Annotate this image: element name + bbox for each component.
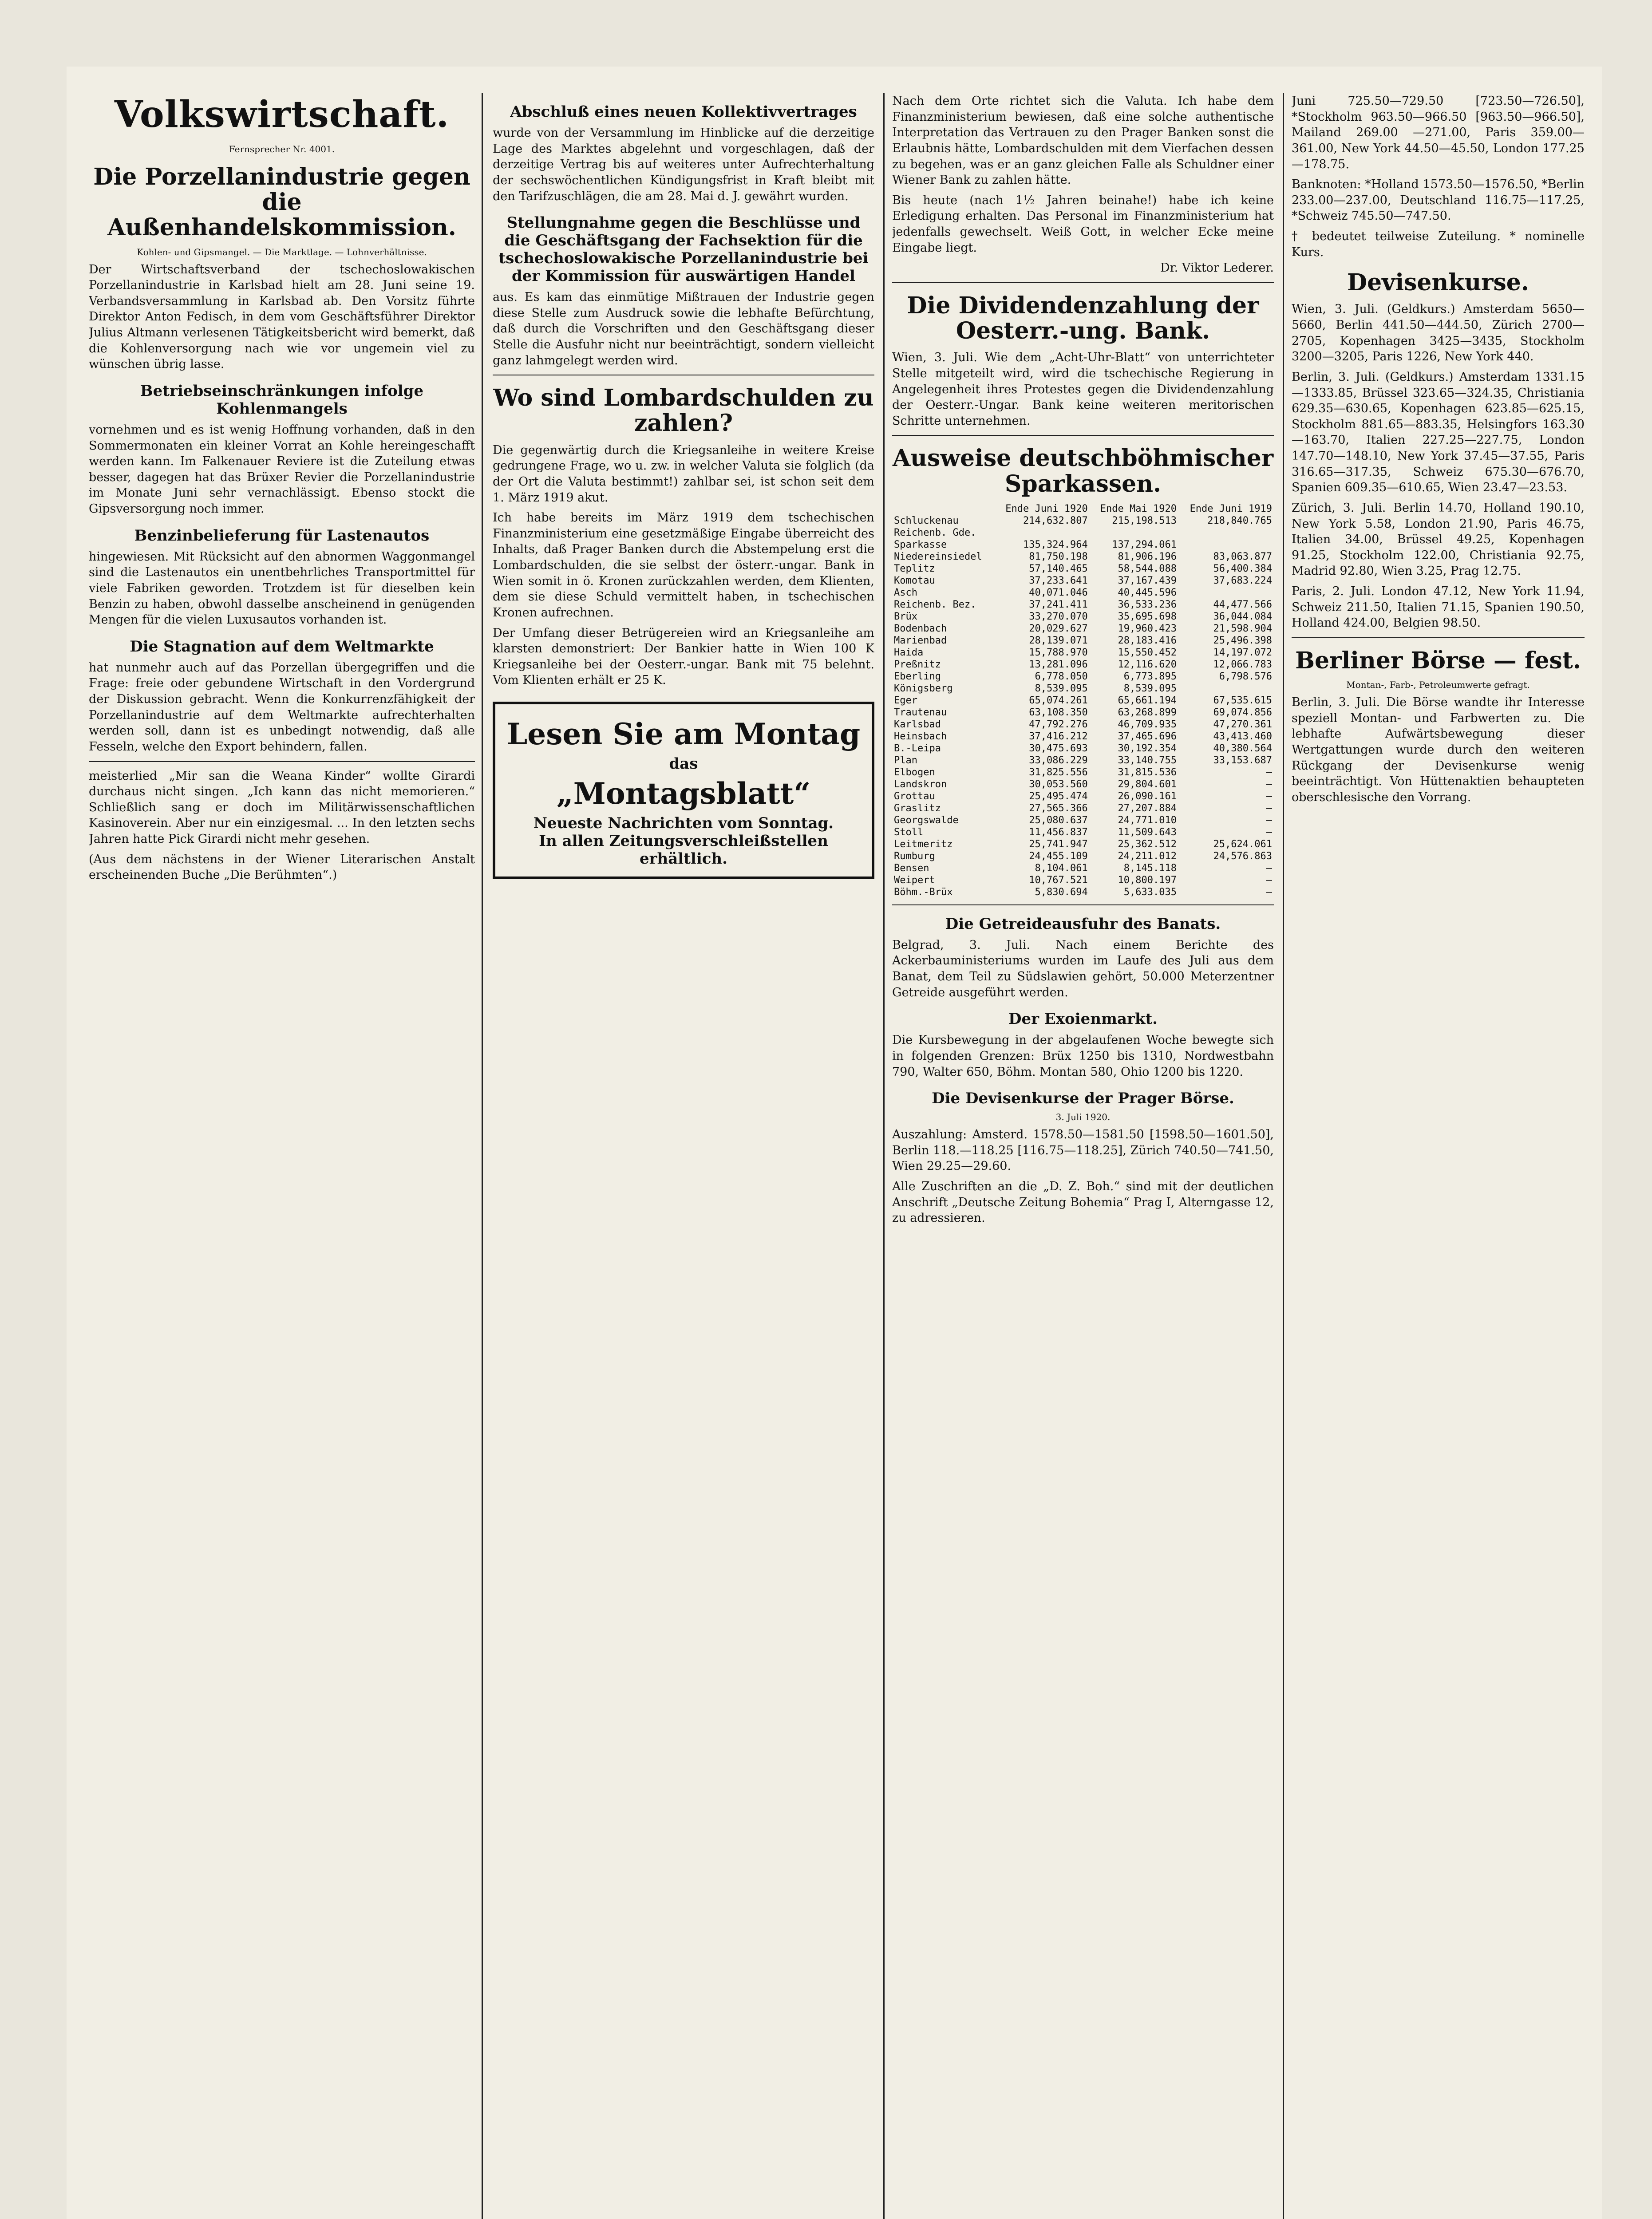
table-cell: 37,465.696	[1118, 730, 1177, 742]
table-cell: Bensen	[894, 862, 929, 874]
table-header-cell: Ende Mai 1920	[1100, 503, 1177, 514]
divider	[1292, 637, 1585, 638]
table-cell: Brüx	[894, 611, 917, 622]
table-header-cell: Ende Juni 1920	[1005, 503, 1088, 514]
table-cell: 35,695.698	[1118, 611, 1177, 622]
column-rule	[482, 93, 483, 2219]
footer-note: (Aus dem nächstens in der Wiener Literarischen Anstalt erscheinenden Buche „Die Berühmten“.)	[89, 852, 475, 882]
table-cell: 43,413.460	[1213, 730, 1272, 742]
ad-line: das	[669, 755, 698, 773]
column-rule	[883, 93, 885, 2219]
table-cell: 25,495.474	[1029, 790, 1088, 802]
subheading: Die Getreideausfuhr des Banats.	[945, 915, 1221, 933]
table-cell: Grottau	[894, 790, 935, 802]
table-cell: 37,167.439	[1118, 575, 1177, 586]
paragraph: Bis heute (nach 1½ Jahren beinahe!) habe ich keine Erledigung erhalten. Das Personal im Finanzministerium hat jedenfalls gewechselt. Weiß Gott, in welcher Ecke meine Eingabe liegt.	[892, 193, 1274, 255]
table-cell: 25,496.398	[1213, 635, 1272, 646]
table-cell: 63,108.350	[1029, 707, 1088, 718]
paragraph: Zürich, 3. Juli. Berlin 14.70, Holland 190.10, New York 5.58, London 21.90, Paris 46.75, Italien 34.00, Brüssel 49.25, Kopenhagen 91.25, Stockholm 122.00, Christiania 92.75, Madrid 92.80, Wien 3.25, Prag 12.75.	[1292, 501, 1585, 578]
table-cell	[994, 527, 1090, 539]
table-cell: 25,080.637	[1029, 814, 1088, 826]
subheading: Der Exoienmarkt.	[1008, 1010, 1158, 1028]
signature: Dr. Viktor Lederer.	[1160, 261, 1274, 275]
table-cell: Sparkasse	[894, 539, 947, 550]
paragraph: Belgrad, 3. Juli. Nach einem Berichte des Ackerbauministeriums wurden im Laufe des Juli aus dem Banat, dem Teil zu Südslawien gehört, 50.000 Meterzentner Getreide ausgeführt werden.	[892, 938, 1274, 999]
paragraph: Der Umfang dieser Betrügereien wird an Kriegsanleihe am klarsten demonstriert: Der Bankier hatte in Wien 100 K Kriegsanleihe bei der Oesterr.-ungar. Bank mit 75 belehnt. Vom Klienten erhält er 25 K.	[493, 626, 874, 687]
table-header-cell	[892, 503, 994, 515]
table-cell: 30,192.354	[1118, 742, 1177, 754]
table-cell: 27,565.366	[1029, 802, 1088, 814]
table-cell: 24,211.012	[1118, 850, 1177, 862]
table-cell: 135,324.964	[1023, 539, 1088, 550]
ad-line: In allen Zeitungsverschleißstellen erhältlich.	[539, 832, 828, 868]
subheading: Die Devisenkurse der Prager Börse.	[932, 1090, 1234, 1108]
table-cell: 10,800.197	[1118, 874, 1177, 886]
table-cell: 33,086.229	[1029, 754, 1088, 766]
table-cell: 65,661.194	[1118, 695, 1177, 706]
subheading: Abschluß eines neuen Kollektivvertrages	[510, 103, 857, 121]
table-cell	[1178, 539, 1274, 551]
table-cell: —	[1266, 886, 1272, 898]
table-row	[892, 539, 1274, 551]
table-row	[892, 515, 1274, 527]
table-cell: Plan	[894, 754, 917, 766]
subheading: Betriebseinschränkungen infolge Kohlenmangels	[140, 382, 424, 418]
article-headline: Ausweise deutschböhmischer Sparkassen.	[892, 445, 1274, 497]
table-cell: —	[1266, 862, 1272, 874]
divider	[892, 282, 1274, 283]
table-row	[892, 599, 1274, 611]
table-cell: Marienbad	[894, 635, 947, 646]
table-cell: Böhm.-Brüx	[894, 886, 953, 898]
paragraph: aus. Es kam das einmütige Mißtrauen der Industrie gegen diese Stelle zum Ausdruck sowie die lebhafte Befürchtung, daß durch die Vorschriften und den Geschäftsgang dieser Stelle die Ausfuhr nicht nur beeinträchtigt, sondern vielleicht ganz lahmgelegt werden wird.	[493, 290, 874, 367]
table-cell: 28,183.416	[1118, 635, 1177, 646]
table-cell: 12,066.783	[1213, 659, 1272, 670]
table-cell: —	[1266, 874, 1272, 886]
table-row	[892, 778, 1274, 790]
paragraph: Ich habe bereits im März 1919 dem tschechischen Finanzministerium eine gesetzmäßige Eingabe überreicht des Inhalts, daß Prager Banken durch die Abstempelung erst die Lombardschulden, die sie selbst der österr.-ungar. Bank in Wien somit in ö. Kronen zurückzahlen werden, dem Klienten, dem sie diese Schuld vermittelt haben, in tschechischen Kronen aufrechnen.	[493, 511, 874, 620]
table-cell: 37,241.411	[1029, 599, 1088, 610]
table-cell: 6,773.895	[1123, 671, 1177, 682]
paragraph: Wien, 3. Juli. (Geldkurs.) Amsterdam 5650—5660, Berlin 441.50—444.50, Zürich 2700—2705, Kopenhagen 3425—3435, Stockholm 3200—3205, Paris 1226, New York 440.	[1292, 302, 1585, 364]
table-row	[892, 551, 1274, 563]
paragraph: Die Kursbewegung in der abgelaufenen Woche bewegte sich in folgenden Grenzen: Brüx 1250 bis 1310, Nordwestbahn 790, Walter 650, Böhm. Montan 580, Ohio 1200 bis 1220.	[892, 1033, 1274, 1079]
table-cell: 65,074.261	[1029, 695, 1088, 706]
table-cell: 218,840.765	[1207, 515, 1272, 526]
table-cell	[1178, 683, 1274, 695]
table-cell: —	[1266, 826, 1272, 838]
table-cell: 47,792.276	[1029, 719, 1088, 730]
table-cell: —	[1266, 814, 1272, 826]
table-cell: Leitmeritz	[894, 838, 953, 850]
table-cell: 36,044.084	[1213, 611, 1272, 622]
table-cell: 47,270.361	[1213, 719, 1272, 730]
table-cell: 24,576.863	[1213, 850, 1272, 862]
table-cell: 30,053.560	[1029, 778, 1088, 790]
table-header-row	[892, 503, 1274, 515]
table-cell	[1178, 527, 1274, 539]
column-3	[892, 93, 1274, 2219]
table-row	[892, 719, 1274, 730]
table-cell: 6,798.576	[1219, 671, 1272, 682]
table-cell	[1178, 587, 1274, 599]
table-cell: Haida	[894, 647, 924, 658]
table-cell: 24,771.010	[1118, 814, 1177, 826]
paragraph: Auszahlung: Amsterd. 1578.50—1581.50 [1598.50—1601.50], Berlin 118.—118.25 [116.75—118.25], Zürich 740.50—741.50, Wien 29.25—29.60.	[892, 1128, 1274, 1173]
table-cell: 83,063.877	[1213, 551, 1272, 562]
divider	[892, 904, 1274, 905]
table-cell: 214,632.807	[1023, 515, 1088, 526]
ad-line: Neueste Nachrichten vom Sonntag.	[533, 814, 834, 832]
table-cell: Graslitz	[894, 802, 941, 814]
table-cell: 8,104.061	[1035, 862, 1088, 874]
table-cell: 8,539.095	[1123, 683, 1177, 694]
table-row	[892, 647, 1274, 659]
table-cell: Niedereinsiedel	[894, 551, 982, 562]
table-cell: 81,906.196	[1118, 551, 1177, 562]
paragraph: Wien, 3. Juli. Wie dem „Acht-Uhr-Blatt“ von unterrichteter Stelle mitgeteilt wird, wird die tschechische Regierung in Angelegenheit ihres Protestes gegen die Dividendenzahlung der Oesterr.-Ungar. Bank keine weiteren meritorischen Schritte unternehmen.	[892, 351, 1274, 428]
article-headline: Wo sind Lombardschulden zu zahlen?	[493, 384, 874, 437]
table-cell: Eberling	[894, 671, 941, 682]
table-row	[892, 790, 1274, 802]
ad-line: Lesen Sie am Montag	[506, 717, 861, 751]
subheading: Benzinbelieferung für Lastenautos	[134, 526, 430, 545]
table-cell: 27,207.884	[1118, 802, 1177, 814]
table-cell: B.-Leipa	[894, 742, 941, 754]
table-cell: Georgswalde	[894, 814, 959, 826]
table-cell: 15,550.452	[1118, 647, 1177, 658]
table-cell: 44,477.566	[1213, 599, 1272, 610]
table-cell: —	[1266, 790, 1272, 802]
phone-line: Fernsprecher Nr. 4001.	[229, 144, 335, 154]
table-cell: 33,140.755	[1118, 754, 1177, 766]
table-row	[892, 611, 1274, 623]
paragraph: Juni 725.50—729.50 [723.50—726.50], *Stockholm 963.50—966.50 [963.50—966.50], Mailand 269.00 —271.00, Paris 359.00—361.00, New York 44.50—45.50, London 177.25—178.75.	[1292, 94, 1585, 171]
table-cell: Schluckenau	[894, 515, 959, 526]
paragraph: Paris, 2. Juli. London 47.12, New York 11.94, Schweiz 211.50, Italien 71.15, Spanien 190.50, Holland 424.00, Belgien 98.50.	[1292, 584, 1585, 630]
table-cell: 57,140.465	[1029, 563, 1088, 574]
subheading: Stellungnahme gegen die Beschlüsse und die Geschäftsgang der Fachsektion für die tschechoslowakische Porzellanindustrie bei der Kommission für auswärtigen Handel	[498, 214, 869, 285]
table-row	[892, 862, 1274, 874]
table-row	[892, 527, 1274, 539]
table-row	[892, 802, 1274, 814]
table-cell: 19,960.423	[1118, 623, 1177, 634]
article-headline: Die Porzellanindustrie gegen die Außenhandelskommission.	[93, 163, 470, 241]
table-row	[892, 742, 1274, 754]
table-cell: 21,598.904	[1213, 623, 1272, 634]
table-row	[892, 850, 1274, 862]
table-cell: 40,380.564	[1213, 742, 1272, 754]
paragraph: hingewiesen. Mit Rücksicht auf den abnormen Waggonmangel sind die Lastenautos ein unentbehrliches Transportmittel für viele Fabriken geworden. Trotzdem ist für dieselben kein Benzin zu haben, obwohl dasselbe anscheinend in genügenden Mengen für die vielen Luxusautos vorhanden ist.	[89, 549, 475, 627]
table-cell: 67,535.615	[1213, 695, 1272, 706]
table-cell: 8,539.095	[1035, 683, 1088, 694]
table-cell: —	[1266, 766, 1272, 778]
table-header-cell: Ende Juni 1919	[1190, 503, 1272, 514]
table-row	[892, 814, 1274, 826]
table-row	[892, 838, 1274, 850]
table-cell: 37,683.224	[1213, 575, 1272, 586]
table-cell: 20,029.627	[1029, 623, 1088, 634]
paragraph: Nach dem Orte richtet sich die Valuta. Ich habe dem Finanzministerium bewiesen, daß eine solche authentische Interpretation das Vertrauen zu den Prager Banken sonst die Erlaubnis hätte, Lombardschulden mit dem Vierfachen dessen zu begehen, was er an ganz gleichen Falle als Schuldner einer Wiener Bank zu zahlen hätte.	[892, 94, 1274, 187]
table-cell: 11,509.643	[1118, 826, 1177, 838]
table-cell: 40,071.046	[1029, 587, 1088, 598]
table-row	[892, 730, 1274, 742]
paragraph: hat nunmehr auch auf das Porzellan übergegriffen und die Frage: freie oder gebundene Wirtschaft in den Vordergrund der Diskussion gebracht. Wenn die Konkurrenzfähigkeit der Porzellanindustrie auf dem Weltmarkte aufrechterhalten werden soll, dann ist es unbedingt notwendig, daß alle Fesseln, welche den Export behindern, fallen.	[89, 660, 475, 754]
table-body	[892, 515, 1274, 898]
table-cell: 5,633.035	[1123, 886, 1177, 898]
table-row	[892, 635, 1274, 647]
paragraph: Der Wirtschaftsverband der tschechoslowakischen Porzellanindustrie in Karlsbad hielt am 28. Juni seine 19. Verbandsversammlung in Karlsbad ab. Den Vorsitz führte Direktor Anton Fedisch, in dem vom Geschäftsführer Direktor Julius Altmann verlesenen Tätigkeitsbericht wird bemerkt, daß die Kohlenversorgung nach wie vor ungemein viel zu wünschen übrig lasse.	[89, 262, 475, 371]
table-cell: 8,145.118	[1123, 862, 1177, 874]
table-cell: Reichenb. Bez.	[894, 599, 976, 610]
column-2	[493, 93, 874, 2219]
divider	[892, 435, 1274, 436]
table-cell: 37,233.641	[1029, 575, 1088, 586]
table-cell: 25,362.512	[1118, 838, 1177, 850]
divider	[89, 761, 475, 762]
table-cell: 81,750.198	[1029, 551, 1088, 562]
table-cell: 25,624.061	[1213, 838, 1272, 850]
table-row	[892, 874, 1274, 886]
table-cell	[1090, 527, 1178, 539]
table-cell: 6,778.050	[1035, 671, 1088, 682]
article-subhead: Montan-, Farb-, Petroleumwerte gefragt.	[1346, 679, 1530, 691]
newspaper-page	[67, 67, 1602, 2219]
section-title: Volkswirtschaft.	[114, 93, 450, 136]
table-cell: 12,116.620	[1118, 659, 1177, 670]
table-cell: 36,533.236	[1118, 599, 1177, 610]
advertisement-box	[493, 702, 874, 879]
table-cell: Stoll	[894, 826, 924, 838]
table-cell: 15,788.970	[1029, 647, 1088, 658]
paragraph: Berlin, 3. Juli. Die Börse wandte ihr Interesse speziell Montan- und Farbwerten zu. Die lebhafte Aufwärtsbewegung dieser Wertgattungen wurde durch den weiteren Rückgang der Devisenkurse wenig beeinträchtigt. Von Hüttenaktien behaupteten oberschlesische den Vorrang.	[1292, 695, 1585, 804]
table-row	[892, 623, 1274, 635]
table-cell: Komotau	[894, 575, 935, 586]
table-cell: 63,268.899	[1118, 707, 1177, 718]
table-cell: 10,767.521	[1029, 874, 1088, 886]
article-headline: Berliner Börse — fest.	[1295, 647, 1581, 674]
table-cell: Rumburg	[894, 850, 935, 862]
notice: Alle Zuschriften an die „D. Z. Boh.“ sind mit der deutlichen Anschrift „Deutsche Zeitung Bohemia“ Prag I, Alterngasse 12, zu adressieren.	[892, 1180, 1274, 1225]
table-cell: 137,294.061	[1112, 539, 1177, 550]
table-row	[892, 659, 1274, 671]
ad-title: „Montagsblatt“	[556, 776, 811, 811]
table-cell: Eger	[894, 695, 917, 706]
table-cell: Elbogen	[894, 766, 935, 778]
table-cell: Teplitz	[894, 563, 935, 574]
table-cell: 46,709.935	[1118, 719, 1177, 730]
table-cell: 13,281.096	[1029, 659, 1088, 670]
table-row	[892, 587, 1274, 599]
paragraph: Berlin, 3. Juli. (Geldkurs.) Amsterdam 1331.15—1333.85, Brüssel 323.65—324.35, Christiania 629.35—630.65, Kopenhagen 623.85—625.15, Stockholm 881.65—883.35, Helsingfors 163.30—163.70, Italien 227.25—227.75, London 147.70—148.10, New York 37.45—37.55, Paris 316.65—317.35, Schweiz 675.30—676.70, Spanien 609.35—610.65, Wien 23.47—23.53.	[1292, 370, 1585, 495]
table-cell: —	[1266, 778, 1272, 790]
paragraph: Die gegenwärtig durch die Kriegsanleihe in weitere Kreise gedrungene Frage, wo u. zw. in welcher Valuta sie folglich (da der Ort die Valuta bestimmt!) zahlbar sei, ist schon seit dem 1. März 1919 akut.	[493, 443, 874, 505]
table-cell: Königsberg	[894, 683, 953, 694]
table-row	[892, 826, 1274, 838]
table-cell: 26,090.161	[1118, 790, 1177, 802]
table-cell: —	[1266, 802, 1272, 814]
table-cell: Karlsbad	[894, 719, 941, 730]
table-cell: 33,270.070	[1029, 611, 1088, 622]
table-row	[892, 766, 1274, 778]
table-cell: 215,198.513	[1112, 515, 1177, 526]
table-cell: 33,153.687	[1213, 754, 1272, 766]
paragraph: wurde von der Versammlung im Hinblicke auf die derzeitige Lage des Marktes abgelehnt und vorgeschlagen, daß der derzeitige Vertrag bis auf weiteres unter Aufrechterhaltung der sechswöchentlichen Kündigungsfrist in Kraft bleibt mit den Tarifzuschlägen, die am 28. Mai d. J. gewährt wurden.	[493, 126, 874, 203]
table-cell: Heinsbach	[894, 730, 947, 742]
article-headline: Devisenkurse.	[1347, 269, 1529, 296]
table-row	[892, 707, 1274, 719]
table-cell: Asch	[894, 587, 917, 598]
article-headline: Die Dividendenzahlung der Oesterr.-ung. Bank.	[907, 292, 1259, 345]
table-row	[892, 683, 1274, 695]
sparkassen-table	[892, 503, 1274, 898]
table-cell: 25,741.947	[1029, 838, 1088, 850]
column-4	[1292, 93, 1585, 2219]
table-cell: 31,825.556	[1029, 766, 1088, 778]
table-cell: 31,815.536	[1118, 766, 1177, 778]
table-row	[892, 575, 1274, 587]
table-cell: 30,475.693	[1029, 742, 1088, 754]
table-cell: Reichenb. Gde.	[894, 527, 976, 538]
table-cell: 37,416.212	[1029, 730, 1088, 742]
table-cell: 14,197.072	[1213, 647, 1272, 658]
table-row	[892, 671, 1274, 683]
note: † bedeutet teilweise Zuteilung. * nominelle Kurs.	[1292, 229, 1585, 259]
paragraph: vornehmen und es ist wenig Hoffnung vorhanden, daß in den Sommermonaten ein kleiner Vorrat an Kohle hereingeschafft werden kann. Im Falkenauer Reviere ist die Zuteilung etwas besser, dagegen hat das Brüxer Revier die Porzellanindustrie im Monate Juni sehr vernachlässigt. Ebenso stockt die Gipsversorgung noch immer.	[89, 422, 475, 516]
table-cell: 58,544.088	[1118, 563, 1177, 574]
table-cell: 56,400.384	[1213, 563, 1272, 574]
table-cell: 29,804.601	[1118, 778, 1177, 790]
paragraph: meisterlied „Mir san die Weana Kinder“ wollte Girardi durchaus nicht singen. „Ich kann das nicht memorieren.“ Schließlich sang er doch im Militärwissenschaftlichen Kasinoverein. Aber nur ein einzigesmal. ... In den letzten sechs Jahren hatte Pick Girardi nicht mehr gesehen.	[89, 769, 475, 846]
column-1	[89, 93, 475, 2219]
subheading: Die Stagnation auf dem Weltmarkte	[130, 637, 434, 655]
table-cell: Weipert	[894, 874, 935, 886]
table-row	[892, 695, 1274, 707]
table-cell: 40,445.596	[1118, 587, 1177, 598]
table-cell: Trautenau	[894, 707, 947, 718]
table-row	[892, 886, 1274, 898]
table-cell: 5,830.694	[1035, 886, 1088, 898]
column-rule	[1283, 93, 1284, 2219]
table-row	[892, 754, 1274, 766]
table-cell: 11,456.837	[1029, 826, 1088, 838]
table-cell: Bodenbach	[894, 623, 947, 634]
table-cell: Preßnitz	[894, 659, 941, 670]
table-row	[892, 563, 1274, 575]
date-line: 3. Juli 1920.	[1055, 1112, 1111, 1123]
table-cell: 28,139.071	[1029, 635, 1088, 646]
table-cell: Landskron	[894, 778, 947, 790]
article-subhead: Kohlen- und Gipsmangel. — Die Marktlage. — Lohnverhältnisse.	[137, 246, 427, 257]
table-cell: 69,074.856	[1213, 707, 1272, 718]
paragraph: Banknoten: *Holland 1573.50—1576.50, *Berlin 233.00—237.00, Deutschland 116.75—117.25, *Schweiz 745.50—747.50.	[1292, 178, 1585, 223]
table-cell: 24,455.109	[1029, 850, 1088, 862]
